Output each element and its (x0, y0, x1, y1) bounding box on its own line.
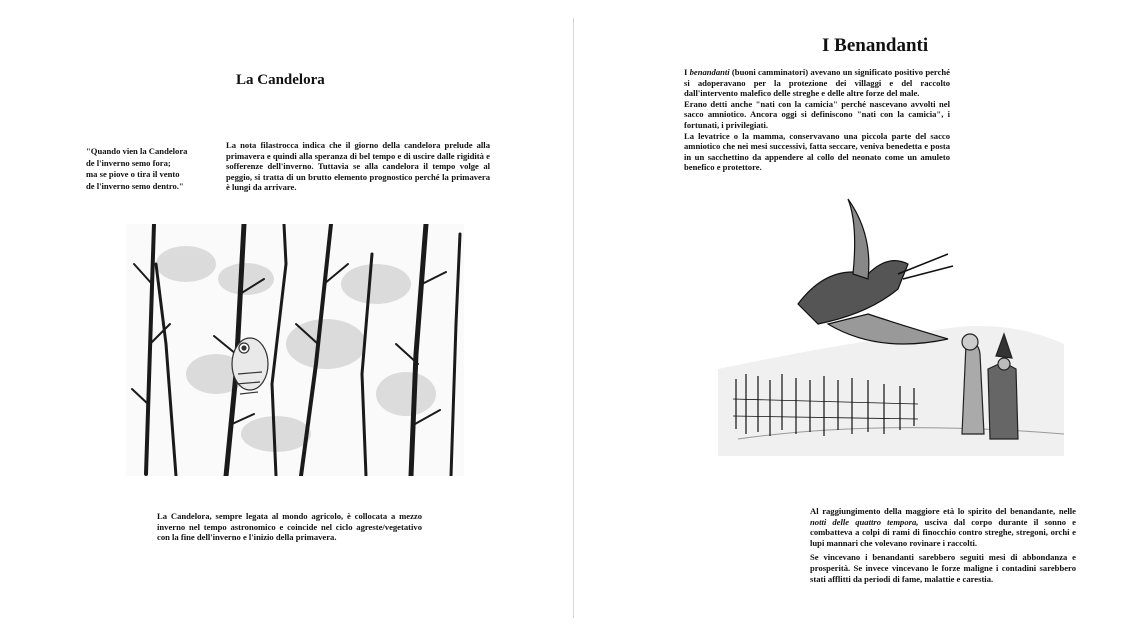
page-title-benandanti: I Benandanti (822, 35, 929, 56)
benandanti-battle-text (810, 506, 1076, 588)
intro-paragraph: La levatrice o la mamma, conservavano una piccola parte del sacco amniotico che nei mesi successivi, fatta seccare, veniva benedetta e posta in un sacchettino da appendere al collo del neonato come un amuleto benefico e protettore. (684, 130, 950, 173)
quote-line: de l'inverno semo fora; (86, 157, 171, 168)
folk-rhyme-quote (86, 146, 216, 192)
quote-line: ma se piove o tira il vento (86, 169, 180, 179)
winged-horse-witches-illustration (718, 194, 1064, 456)
page-divider (573, 18, 574, 618)
intro-paragraph: I benandanti (buoni camminatori) avevano un significato positivo perché si adoperavano per la protezione dei villaggi e del raccolto dall'intervento malefico delle streghe e delle altre forze del male. (684, 67, 950, 99)
battle-paragraph: Se vincevano i benandanti sarebbero seguiti mesi di abbondanza e prosperità. Se invece vincevano le forze maligne i contadini sarebbero stati afflitti da periodi di fame, malattie e carestia. (810, 552, 1076, 584)
battle-paragraph: Al raggiungimento della maggiore età lo spirito del benandante, nelle notti delle quattro tempora, usciva dal corpo durante il sonno e combatteva a colpi di rami di finocchio contro streghe, stregoni, orchi e lupi mannari che volevano rovinare i raccolti. (810, 506, 1076, 548)
quote-line: "Quando vien la Candelora (86, 146, 188, 156)
benandanti-intro (684, 67, 950, 173)
intro-paragraph: Erano detti anche "nati con la camicia" perché nascevano avvolti nel sacco amniotico. Ancora oggi si definiscono "nati con la camicia", i fortunati, i privilegiati. (684, 98, 950, 130)
page-title-candelora: La Candelora (236, 72, 325, 88)
candelora-description: La Candelora, sempre legata al mondo agricolo, è collocata a mezzo inverno nel tempo astronomico e coincide nel ciclo agreste/vegetativo con la fine dell'inverno e l'inizio della primavera. (157, 511, 422, 543)
forest-owl-illustration (126, 224, 464, 476)
rhyme-explanation: La nota filastrocca indica che il giorno della candelora prelude alla primavera e quindi alla speranza di bel tempo e di uscire dalle rigidità e sofferenze dell'inverno. Tuttavia se alla candelora il tempo volge al peggio, si tratta di un brutto elemento prognostico perché la primavera è lungi da arrivare. (226, 140, 490, 193)
quote-line: de l'inverno semo dentro." (86, 180, 184, 191)
